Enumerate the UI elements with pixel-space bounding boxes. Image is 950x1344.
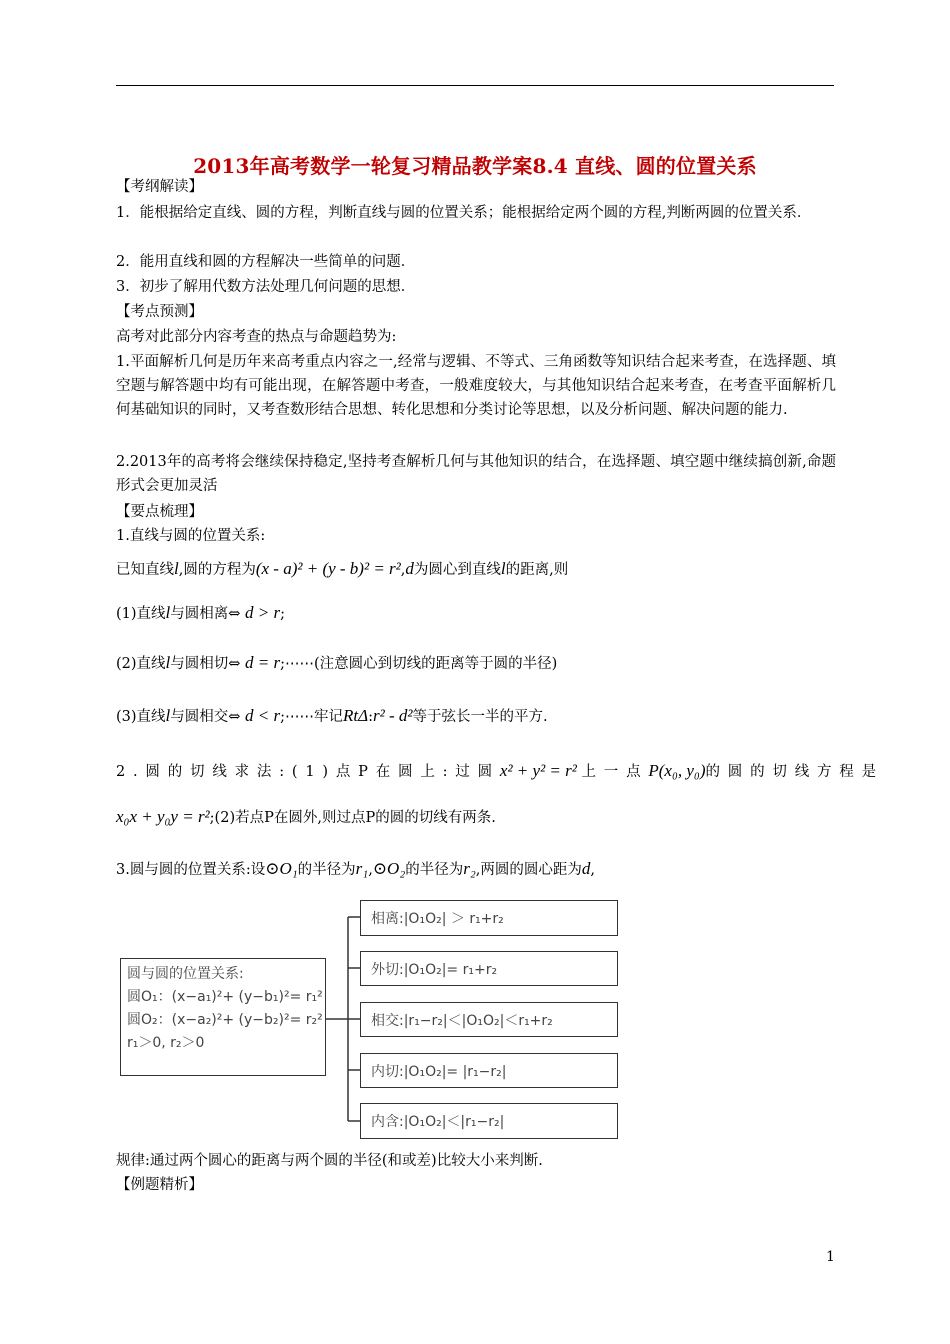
condition: r² - d² xyxy=(373,706,413,725)
line-l-symbol: l xyxy=(165,706,171,725)
circle-o1: ⊙O₁ xyxy=(265,859,298,878)
circle-relations-diagram xyxy=(116,895,636,1155)
circle-equation: (x - a)² + (y - b)² = r² xyxy=(255,559,401,578)
text: , xyxy=(590,862,595,878)
point-p: P(x₀, y₀) xyxy=(648,761,706,780)
text: 上一点 xyxy=(581,764,649,780)
right-triangle: RtΔ xyxy=(343,706,369,725)
text: 等于弦长一半的平方. xyxy=(412,709,548,725)
circle-o2: ⊙O₂ xyxy=(372,859,406,878)
header-rule xyxy=(116,85,834,86)
section-examples: 【例题精析】 xyxy=(116,1177,203,1193)
relation-separate-box: 相离:|O₁O₂| ＞ r₁+r₂ xyxy=(360,900,618,936)
diagram-left-title: 圆与圆的位置关系: xyxy=(127,966,244,982)
condition: d < r xyxy=(245,706,281,725)
relation-intersect-box: 相交:|r₁−r₂|＜|O₁O₂|＜r₁+r₂ xyxy=(360,1002,618,1037)
relation-external-tangent-box: 外切:|O₁O₂|= r₁+r₂ xyxy=(360,951,618,986)
text: : xyxy=(368,709,374,725)
line-l-symbol: l xyxy=(500,559,506,578)
distance-d-symbol: d xyxy=(405,559,414,578)
page-number: 1 xyxy=(826,1249,835,1265)
syllabus-item-1: 1．能根据给定直线、圆的方程，判断直线与圆的位置关系；能根据给定两个圆的方程,判断两圆的位置关系． xyxy=(116,205,812,221)
text: 与圆相离⇔ xyxy=(170,606,246,622)
text: 的圆的切线方程是 xyxy=(705,764,884,780)
relation-contained-box: 内含:|O₁O₂|＜|r₁−r₂| xyxy=(360,1103,618,1139)
syllabus-item-2: 2．能用直线和圆的方程解决一些简单的问题． xyxy=(116,254,416,270)
case-separate xyxy=(116,601,836,626)
circle-circle-intro xyxy=(116,857,836,882)
line-l-symbol: l xyxy=(165,603,171,622)
syllabus-item-3: 3．初步了解用代数方法处理几何问题的思想． xyxy=(116,279,416,295)
forecast-item-2: 2.2013年的高考将会继续保持稳定,坚持考查解析几何与其他知识的结合，在选择题、填空题中继续搞创新,命题形式会更加灵活 xyxy=(116,454,836,494)
line-l-symbol: l xyxy=(165,653,171,672)
text: ;(2)若点P在圆外,则过点P的圆的切线有两条. xyxy=(209,810,496,826)
tangent-method-cont xyxy=(116,805,836,830)
text: ;⋯⋯(注意圆心到切线的距离等于圆的半径) xyxy=(280,656,558,672)
text: ;⋯⋯牢记 xyxy=(280,709,344,725)
circle-definitions-box xyxy=(120,958,326,1076)
forecast-intro: 高考对此部分内容考查的热点与命题趋势为: xyxy=(116,329,397,345)
radius-r2: r₂ xyxy=(463,859,476,878)
text: ,两圆的圆心距为 xyxy=(475,862,582,878)
condition: d = r xyxy=(245,653,281,672)
point-1-title: 1.直线与圆的位置关系: xyxy=(116,528,266,544)
text: 的距离,则 xyxy=(505,562,569,578)
text: , xyxy=(400,562,406,578)
case-intersect xyxy=(116,704,836,729)
text: 已知直线 xyxy=(116,562,174,578)
circle-o2-equation: 圆O₂：(x−a₂)²+ (y−b₂)²= r₂² xyxy=(127,1012,323,1028)
text: 的半径为 xyxy=(405,862,464,878)
text: 3.圆与圆的位置关系:设 xyxy=(116,862,266,878)
text: ,圆的方程为 xyxy=(178,562,256,578)
case-tangent xyxy=(116,651,836,676)
radius-condition: r₁＞0, r₂＞0 xyxy=(127,1035,205,1051)
section-syllabus: 【考纲解读】 xyxy=(116,179,203,195)
section-forecast: 【考点预测】 xyxy=(116,304,203,320)
relation-internal-tangent-box: 内切:|O₁O₂|= |r₁−r₂| xyxy=(360,1053,618,1088)
forecast-item-1: 1.平面解析几何是历年来高考重点内容之一,经常与逻辑、不等式、三角函数等知识结合起来考查，在选择题、填空题与解答题中均有可能出现，在解答题中考查，一般难度较大，与其他知识结合起来考查，在考查平面解析几何基础知识的同时，又考查数形结合思想、转化思想和分类讨论等思想，以及分析问题、解决问题的能力. xyxy=(116,354,836,418)
text: 为圆心到直线 xyxy=(413,562,501,578)
circle-o1-equation: 圆O₁：(x−a₁)²+ (y−b₁)²= r₁² xyxy=(127,989,323,1005)
text: , xyxy=(368,862,373,878)
text: ; xyxy=(280,606,286,622)
text: (3)直线 xyxy=(116,709,166,725)
text: (2)直线 xyxy=(116,656,166,672)
rule-text: 规律:通过两个圆心的距离与两个圆的半径(和或差)比较大小来判断. xyxy=(116,1153,543,1169)
tangent-equation: x₀x + y₀y = r² xyxy=(116,807,210,826)
radius-r1: r₁ xyxy=(355,859,369,878)
text: 与圆相交⇔ xyxy=(170,709,246,725)
section-key-points: 【要点梳理】 xyxy=(116,504,203,520)
line-l-symbol: l xyxy=(174,559,179,578)
text: 2.圆的切线求法:(1)点P在圆上:过圆 xyxy=(116,764,500,780)
text: 与圆相切⇔ xyxy=(170,656,246,672)
page-title: 2013年高考数学一轮复习精品教学案8.4 直线、圆的位置关系 xyxy=(193,154,757,178)
distance-d-symbol: d xyxy=(581,859,591,878)
text: (1)直线 xyxy=(116,606,166,622)
circle-equation: x² + y² = r² xyxy=(499,761,577,780)
text: 的半径为 xyxy=(297,862,356,878)
point-1-setup xyxy=(116,557,836,582)
tangent-method xyxy=(116,759,884,784)
condition: d > r xyxy=(245,603,281,622)
